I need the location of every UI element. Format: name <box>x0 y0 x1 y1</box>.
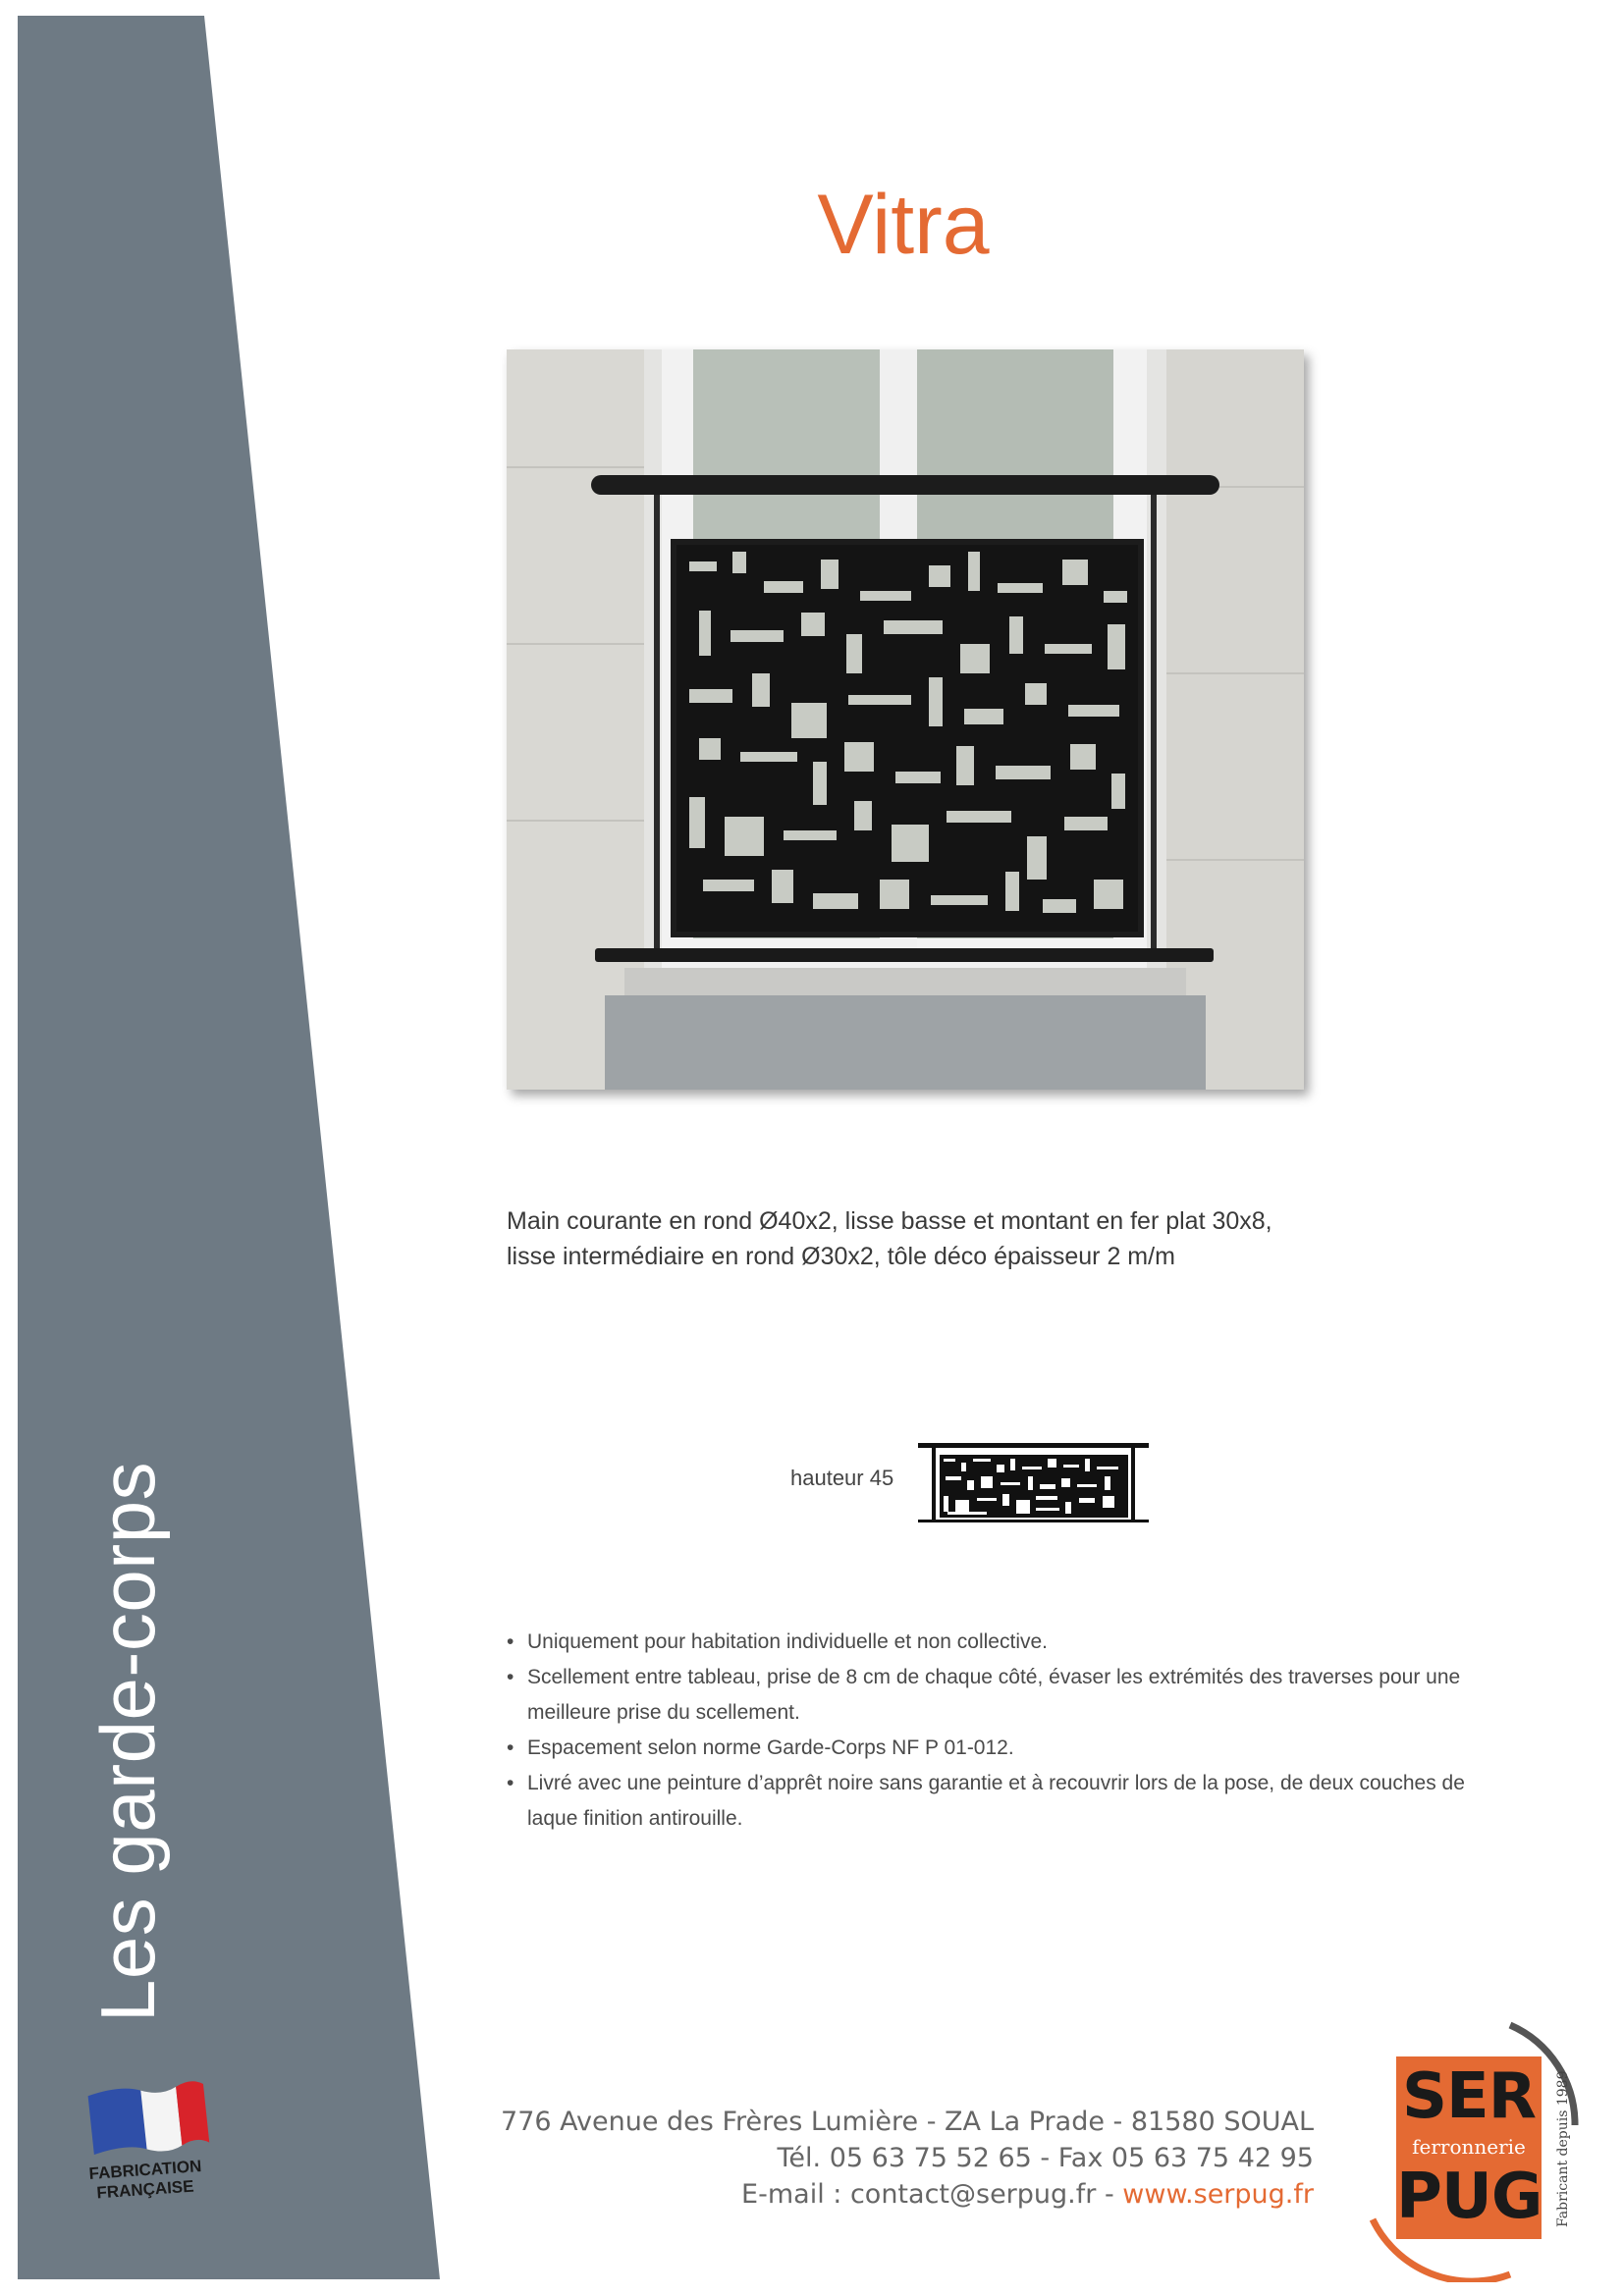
serpug-logo <box>1363 2017 1589 2282</box>
logo-ferronnerie: ferronnerie <box>1412 2135 1526 2159</box>
product-title: Vitra <box>817 178 990 272</box>
badge-line-2: FRANÇAISE <box>95 2176 195 2203</box>
note-item: • Livré avec une peinture d’apprêt noire sans garantie et à recouvrir lors de la pose, de deux couches de laque finition antirouille. <box>507 1766 1518 1837</box>
email-text[interactable]: E-mail : contact@serpug.fr <box>741 2179 1097 2210</box>
logo-word-ser: SER <box>1401 2060 1537 2133</box>
badge-line-1: FABRICATION <box>87 2157 202 2183</box>
logo-word-pug: PUG <box>1396 2161 1542 2233</box>
sidebar-band <box>0 0 452 2296</box>
railing-thumbnail <box>918 1441 1149 1525</box>
note-item: • Scellement entre tableau, prise de 8 cm de chaque côté, évaser les extrémités des traverses pour une meilleure prise du scellement. <box>507 1660 1518 1731</box>
note-item: • Uniquement pour habitation individuelle et non collective. <box>507 1625 1518 1660</box>
notes-list <box>507 1625 1518 1837</box>
height-label: hauteur 45 <box>790 1466 894 1490</box>
section-title: Les garde-corps <box>84 1461 171 2022</box>
separator: - <box>1096 2179 1123 2210</box>
address-line: 776 Avenue des Frères Lumière - ZA La Prade - 81580 SOUAL <box>501 2107 1314 2137</box>
contact-block <box>501 2104 1314 2213</box>
french-flag-icon <box>84 2076 212 2155</box>
note-item: • Espacement selon norme Garde-Corps NF P 01-012. <box>507 1731 1518 1766</box>
email-line <box>501 2176 1314 2213</box>
logo-side-text: Fabricant depuis 1989 <box>1555 2070 1571 2227</box>
website-link[interactable]: www.serpug.fr <box>1122 2179 1314 2210</box>
fabrication-francaise-badge <box>77 2076 229 2209</box>
phone-line: Tél. 05 63 75 52 65 - Fax 05 63 75 42 95 <box>777 2143 1314 2173</box>
product-description: Main courante en rond Ø40x2, lisse basse et montant en fer plat 30x8, lisse intermédiaire en rond Ø30x2, tôle déco épaisseur 2 m/m <box>507 1207 1272 1270</box>
product-photo <box>507 349 1304 1090</box>
